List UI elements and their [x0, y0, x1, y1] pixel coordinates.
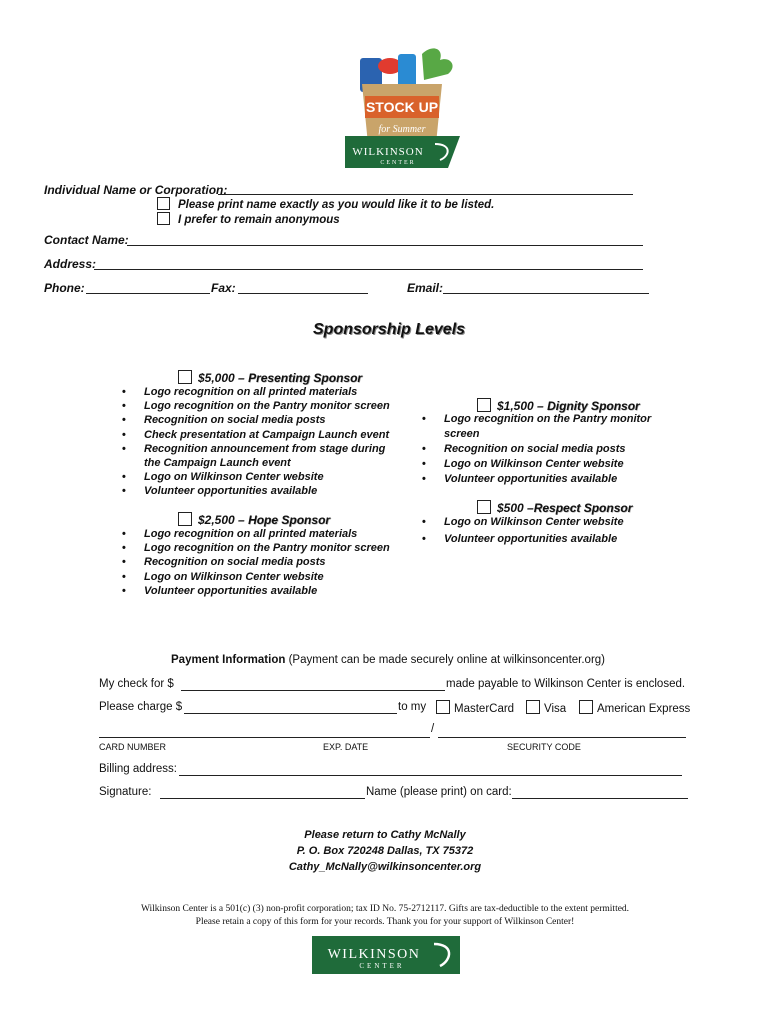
- address-field[interactable]: [94, 269, 643, 270]
- presenting-checkbox[interactable]: [178, 370, 192, 384]
- card-slash: /: [431, 723, 435, 735]
- payment-note: (Payment can be made securely online at wilkinsoncenter.org): [288, 654, 606, 666]
- phone-field[interactable]: [86, 293, 210, 294]
- presenting-benefits: [144, 385, 394, 499]
- dignity-amount: $1,500 –: [497, 399, 544, 413]
- charge-amount-field[interactable]: [184, 713, 397, 714]
- logo-stockup-text: STOCK UP: [365, 99, 439, 115]
- exp-date-label: EXP. DATE: [323, 742, 369, 752]
- hope-amount: $2,500 –: [198, 513, 245, 527]
- billing-label: Billing address:: [99, 763, 177, 775]
- return-line1: Please return to Cathy McNally: [304, 829, 466, 841]
- list-item: • Check presentation at Campaign Launch event: [144, 428, 394, 442]
- wilkinson-logo-sub: CENTER: [359, 962, 405, 970]
- anonymous-checkbox[interactable]: [157, 212, 170, 225]
- presenting-sponsor-option[interactable]: [178, 370, 362, 385]
- visa-option[interactable]: [526, 700, 566, 715]
- dignity-benefits: [444, 412, 684, 487]
- respect-amount: $500 –: [497, 501, 534, 515]
- mastercard-option[interactable]: [436, 700, 514, 715]
- amex-label: American Express: [597, 703, 691, 715]
- presenting-name: Presenting Sponsor: [248, 371, 363, 385]
- card-number-label: CARD NUMBER: [99, 742, 167, 752]
- name-field[interactable]: [218, 194, 633, 195]
- sponsorship-title: Sponsorship Levels: [313, 321, 466, 338]
- list-item: • Logo recognition on the Pantry monitor screen: [144, 399, 394, 413]
- visa-checkbox[interactable]: [526, 700, 540, 714]
- check-prefix: My check for $: [99, 678, 174, 690]
- list-item: • Volunteer opportunities available: [444, 472, 684, 487]
- check-amount-field[interactable]: [181, 690, 445, 691]
- footer-line2: Please retain a copy of this form for your records. Thank you for your support of Wilkinson Center!: [195, 917, 575, 927]
- phone-label: Phone:: [44, 281, 85, 295]
- fax-field[interactable]: [238, 293, 368, 294]
- dignity-sponsor-option[interactable]: [477, 398, 640, 413]
- return-email: Cathy_McNally@wilkinsoncenter.org: [288, 861, 482, 873]
- visa-label: Visa: [544, 703, 567, 715]
- list-item: • Logo recognition on all printed materials: [144, 527, 394, 541]
- billing-field[interactable]: [179, 775, 682, 776]
- email-field[interactable]: [443, 293, 649, 294]
- logo-brand-sub: CENTER: [380, 160, 416, 166]
- exp-security-field[interactable]: [438, 737, 686, 738]
- dignity-name: Dignity Sponsor: [547, 399, 640, 413]
- charge-prefix: Please charge $: [99, 701, 183, 713]
- hope-benefits: [144, 527, 394, 598]
- respect-sponsor-option[interactable]: [477, 500, 632, 515]
- respect-name: Respect Sponsor: [533, 501, 633, 515]
- logo-summer-text: for Summer: [378, 124, 426, 135]
- amex-option[interactable]: [579, 700, 690, 715]
- stock-up-logo: [340, 40, 470, 172]
- address-label: Address:: [44, 257, 97, 271]
- check-suffix: made payable to Wilkinson Center is enclosed.: [446, 678, 686, 690]
- list-item: • Logo on Wilkinson Center website: [144, 570, 394, 584]
- list-item: • Recognition announcement from stage during the Campaign Launch event: [144, 442, 394, 470]
- list-item: • Logo recognition on the Pantry monitor screen: [144, 541, 394, 555]
- payment-heading: Payment Information: [171, 654, 286, 666]
- fax-label: Fax:: [211, 281, 236, 295]
- mastercard-checkbox[interactable]: [436, 700, 450, 714]
- security-code-label: SECURITY CODE: [507, 742, 581, 752]
- list-item: • Recognition on social media posts: [144, 555, 394, 569]
- dignity-checkbox[interactable]: [477, 398, 491, 412]
- footer-note: [0, 903, 770, 929]
- logo-lettuce: [422, 48, 453, 80]
- anonymous-option[interactable]: [157, 212, 340, 226]
- signature-field[interactable]: [160, 798, 365, 799]
- name-label: Individual Name or Corporation:: [44, 183, 228, 197]
- anonymous-label: I prefer to remain anonymous: [178, 214, 340, 226]
- signature-label: Signature:: [99, 786, 152, 798]
- respect-benefits: [444, 514, 684, 548]
- contact-name-field[interactable]: [127, 245, 643, 246]
- wilkinson-logo: [312, 936, 460, 974]
- hope-sponsor-option[interactable]: [178, 512, 330, 527]
- name-on-card-field[interactable]: [512, 798, 688, 799]
- contact-name-label: Contact Name:: [44, 233, 129, 247]
- list-item: • Volunteer opportunities available: [144, 484, 394, 498]
- hope-name: Hope Sponsor: [248, 513, 331, 527]
- logo-brand-text: WILKINSON: [352, 146, 424, 158]
- list-item: • Logo recognition on the Pantry monitor screen: [444, 412, 684, 442]
- list-item: • Logo on Wilkinson Center website: [444, 457, 684, 472]
- payment-heading-row: [171, 654, 605, 666]
- print-name-checkbox[interactable]: [157, 197, 170, 210]
- wilkinson-logo-text: WILKINSON: [327, 947, 421, 962]
- list-item: • Volunteer opportunities available: [444, 531, 684, 548]
- hope-checkbox[interactable]: [178, 512, 192, 526]
- presenting-amount: $5,000 –: [198, 371, 245, 385]
- list-item: • Recognition on social media posts: [444, 442, 684, 457]
- return-address: [0, 827, 770, 875]
- list-item: • Logo recognition on all printed materials: [144, 385, 394, 399]
- name-on-card-label: Name (please print) on card:: [366, 786, 512, 798]
- respect-checkbox[interactable]: [477, 500, 491, 514]
- card-number-field[interactable]: [99, 737, 430, 738]
- charge-to: to my: [398, 701, 427, 713]
- list-item: • Recognition on social media posts: [144, 413, 394, 427]
- amex-checkbox[interactable]: [579, 700, 593, 714]
- mastercard-label: MasterCard: [454, 703, 515, 715]
- list-item: • Logo on Wilkinson Center website: [144, 470, 394, 484]
- print-name-option[interactable]: [157, 197, 494, 211]
- print-name-label: Please print name exactly as you would like it to be listed.: [178, 199, 495, 211]
- footer-line1: Wilkinson Center is a 501(c) (3) non-profit corporation; tax ID No. 75-2712117. Gifts are tax-deductible to the extent permitted.: [140, 904, 630, 914]
- email-label: Email:: [407, 281, 444, 295]
- list-item: • Logo on Wilkinson Center website: [444, 514, 684, 531]
- list-item: • Volunteer opportunities available: [144, 584, 394, 598]
- return-line2: P. O. Box 720248 Dallas, TX 75372: [296, 845, 474, 857]
